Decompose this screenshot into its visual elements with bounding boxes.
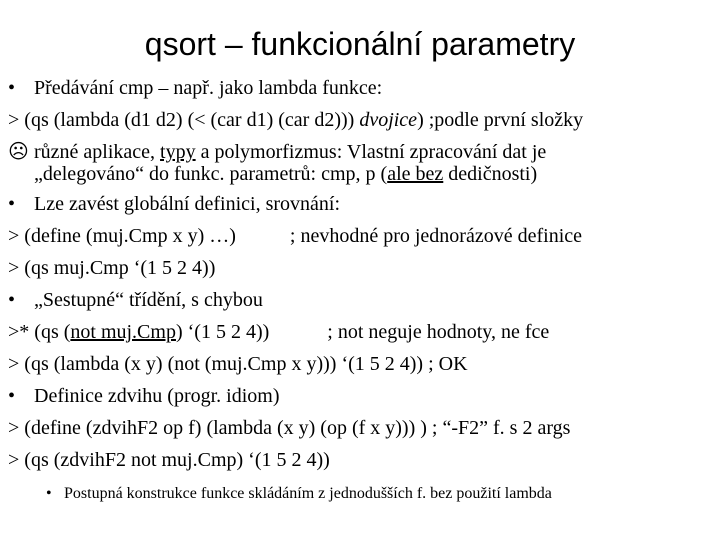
underlined-text: not muj.Cmp xyxy=(70,321,176,343)
code-line xyxy=(8,412,714,444)
code-line xyxy=(8,444,714,476)
slide-body xyxy=(8,72,714,512)
bullet-line xyxy=(8,72,714,104)
code-text: > (qs (lambda (d1 d2) (< (car d1) (car d2))) xyxy=(8,109,360,131)
code-comment: ; nevhodné pro jednorázové definice xyxy=(289,225,583,247)
text-line: Postupná konstrukce funkce skládáním z jednodušších f. bez použití lambda xyxy=(64,485,552,502)
code-text: ) ;podle první složky xyxy=(417,109,584,131)
text-line: a polymorfizmus: Vlastní zpracování dat je xyxy=(195,141,547,163)
code-text: >* (qs ( xyxy=(8,321,71,343)
bullet-icon: • xyxy=(8,385,16,407)
bullet-line xyxy=(8,188,714,220)
code-line xyxy=(8,104,714,136)
code-line xyxy=(8,252,714,284)
bullet-line xyxy=(8,284,714,316)
bullet-icon: • xyxy=(46,485,52,502)
text-line: Definice zdvihu (progr. idiom) xyxy=(34,385,280,407)
bullet-line xyxy=(8,380,714,412)
text-line: Předávání cmp – např. jako lambda funkce: xyxy=(34,77,383,99)
code-text: > (qs (zdvihF2 not muj.Cmp) ‘(1 5 2 4)) xyxy=(8,449,330,471)
code-text: > (define (muj.Cmp x y) …) xyxy=(8,225,236,247)
text-line: Lze zavést globální definici, srovnání: xyxy=(34,193,341,215)
underlined-text: ale bez xyxy=(387,163,444,185)
continuation-line xyxy=(8,162,714,186)
bullet-icon: • xyxy=(8,193,16,215)
sub-bullet-line xyxy=(8,476,714,512)
text-line: dedičnosti) xyxy=(443,163,538,185)
bullet-icon: • xyxy=(8,289,16,311)
frown-icon: ☹ xyxy=(8,141,29,163)
bullet-icon: • xyxy=(8,77,16,99)
code-line xyxy=(8,348,714,380)
code-italic: dvojice xyxy=(359,109,418,131)
code-line xyxy=(8,316,714,348)
code-text: > (qs muj.Cmp ‘(1 5 2 4)) xyxy=(8,257,216,279)
slide-title: qsort – funkcionální parametry xyxy=(144,26,576,62)
underlined-text: typy xyxy=(160,141,196,163)
code-text: > (qs (lambda (x y) (not (muj.Cmp x y))) ‘(1 5 2 4)) ; OK xyxy=(8,353,468,375)
text-line: různé aplikace, xyxy=(34,141,161,163)
code-text: > (define (zdvihF2 op f) (lambda (x y) (op (f x y))) ) ; “-F2” f. s 2 args xyxy=(8,417,571,439)
code-comment: ; not neguje hodnoty, ne fce xyxy=(327,321,550,343)
code-text: ) ‘(1 5 2 4)) xyxy=(175,321,270,343)
text-line: „Sestupné“ třídění, s chybou xyxy=(34,289,263,311)
text-line: „delegováno“ do funkc. parametrů: cmp, p ( xyxy=(34,163,388,185)
code-line xyxy=(8,220,714,252)
